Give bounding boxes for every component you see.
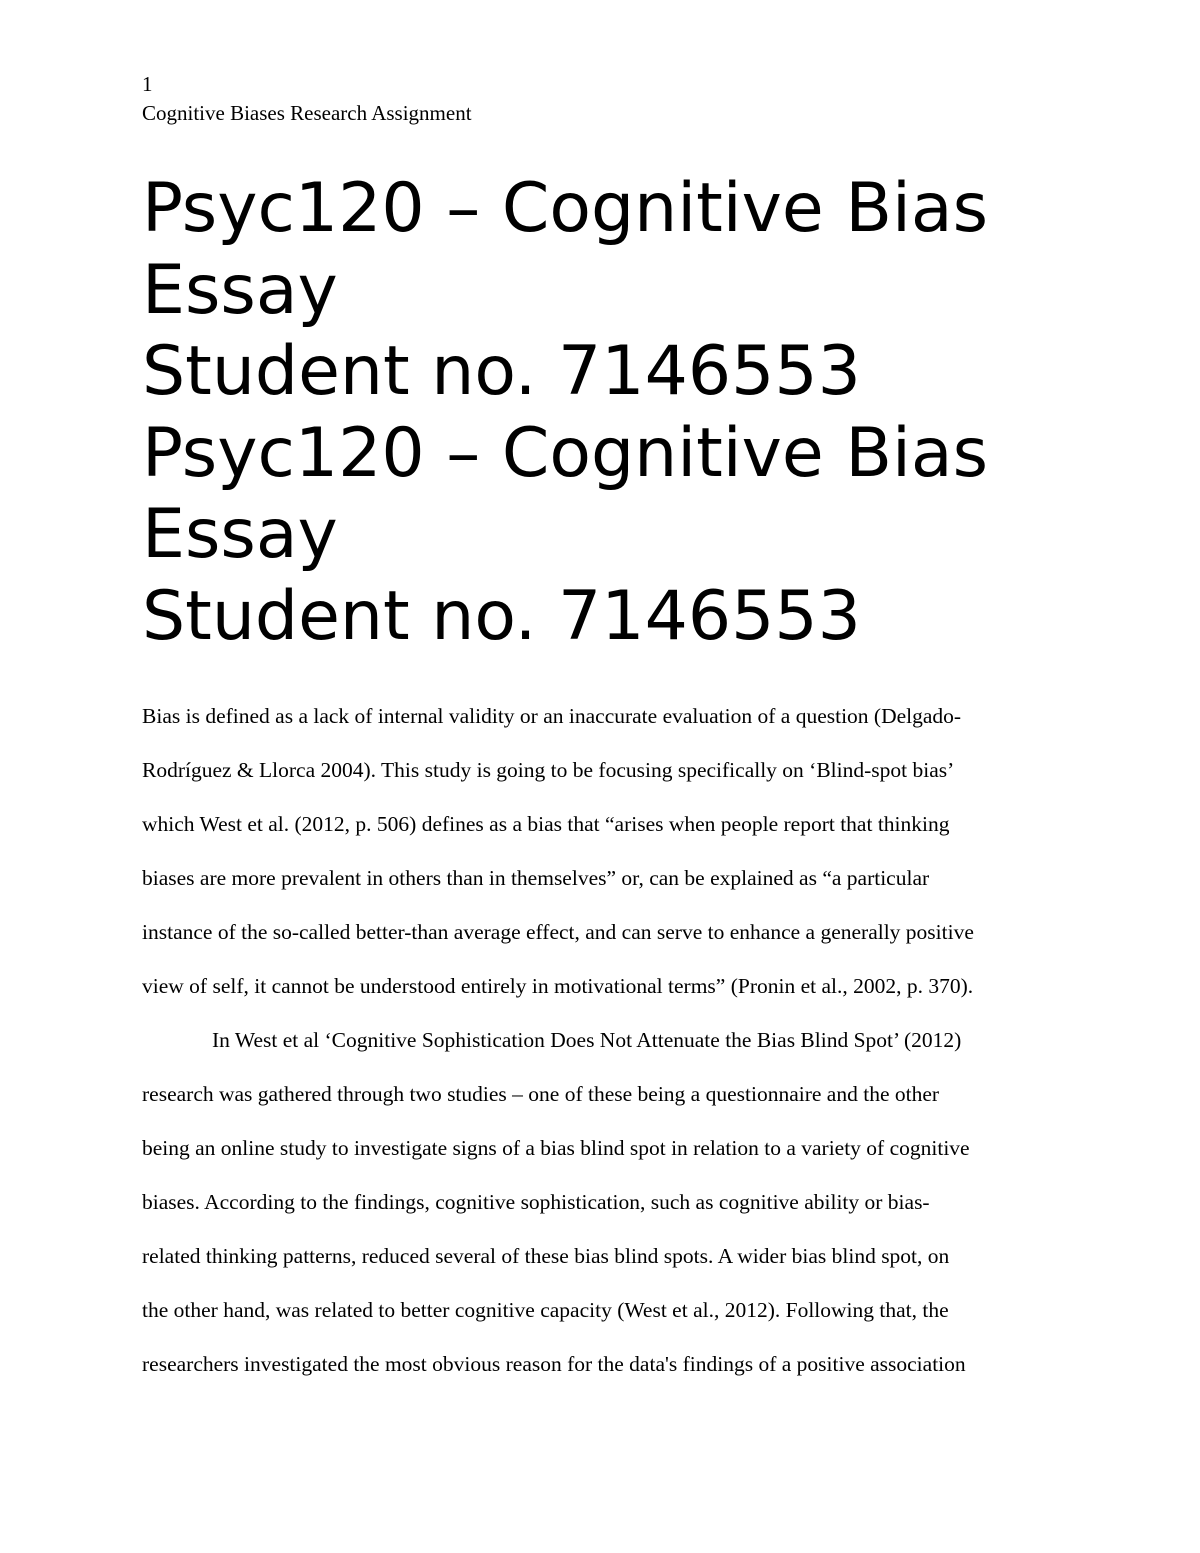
running-title: Cognitive Biases Research Assignment: [142, 101, 472, 125]
title-line: Psyc120 – Cognitive Bias: [142, 413, 989, 493]
title-line: Essay: [142, 495, 338, 575]
body-line: In West et al ‘Cognitive Sophistication Does Not Attenuate the Bias Blind Spot’ (2012): [212, 1028, 962, 1052]
body-line: view of self, it cannot be understood entirely in motivational terms” (Pronin et al., 2002, p. 370).: [142, 974, 974, 998]
body-line: the other hand, was related to better cognitive capacity (West et al., 2012). Following that, the: [142, 1298, 949, 1322]
title-line: Psyc120 – Cognitive Bias: [142, 169, 989, 248]
paragraph-1: [142, 689, 1062, 1013]
page-header: [142, 70, 472, 128]
title-line: Student no. 7146553: [142, 332, 861, 412]
body-line: researchers investigated the most obvious reason for the data's findings of a positive association: [142, 1352, 966, 1376]
body-line: biases. According to the findings, cognitive sophistication, such as cognitive ability or bias-: [142, 1190, 930, 1214]
body-line: Bias is defined as a lack of internal validity or an inaccurate evaluation of a question (Delgado-: [142, 704, 962, 728]
body-line: research was gathered through two studies – one of these being a questionnaire and the other: [142, 1082, 940, 1106]
paragraph-2: [142, 1013, 1062, 1391]
essay-title-block: [142, 168, 1142, 658]
body-line: which West et al. (2012, p. 506) defines as a bias that “arises when people report that thinking: [142, 812, 950, 836]
title-line: Essay: [142, 250, 338, 330]
title-line: Student no. 7146553: [142, 576, 861, 656]
body-line: biases are more prevalent in others than in themselves” or, can be explained as “a particular: [142, 866, 930, 890]
body-line: related thinking patterns, reduced several of these bias blind spots. A wider bias blind spot, on: [142, 1244, 950, 1268]
body-line: being an online study to investigate signs of a bias blind spot in relation to a variety of cognitive: [142, 1136, 970, 1160]
body-line: Rodríguez & Llorca 2004). This study is going to be focusing specifically on ‘Blind-spot bias’: [142, 758, 955, 782]
page-number: 1: [142, 72, 153, 96]
body-line: instance of the so-called better-than average effect, and can serve to enhance a generally positive: [142, 920, 974, 944]
essay-body: [142, 689, 1062, 1391]
